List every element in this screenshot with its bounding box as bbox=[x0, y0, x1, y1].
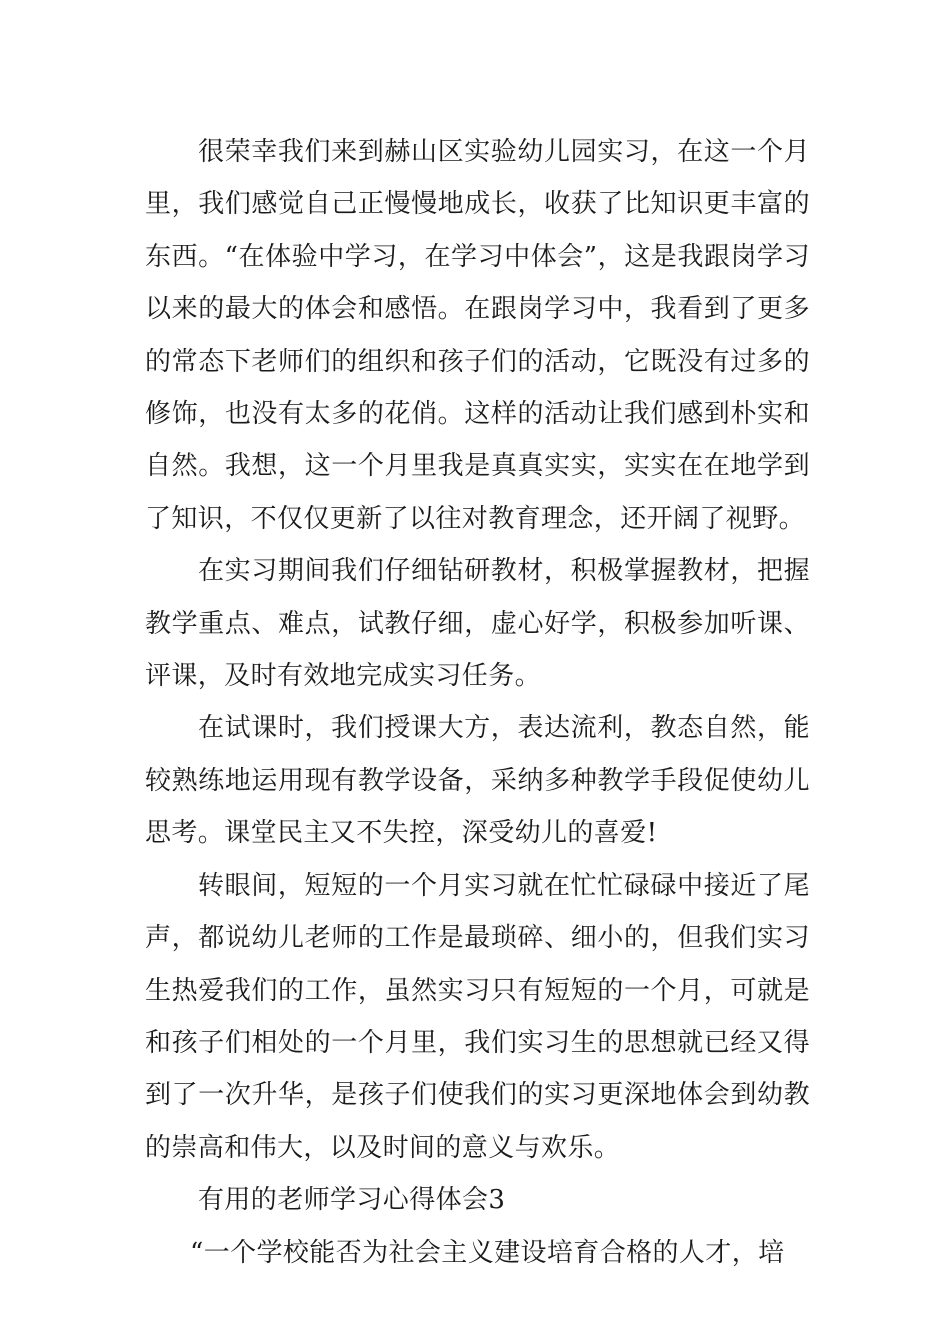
quote-paragraph-start: “一个学校能否为社会主义建设培育合格的人才，培 bbox=[190, 1237, 785, 1268]
paragraph-conclusion: 转眼间，短短的一个月实习就在忙忙碌碌中接近了尾声，都说幼儿老师的工作是最琐碎、细小的，但我们实习生热爱我们的工作，虽然实习只有短短的一个月，可就是和孩子们相处的一个月里，我们实习生的思想就已经又得到了一次升华，是孩子们使我们的实习更深地体会到幼教的崇高和伟大，以及时间的意义与欢乐。 bbox=[145, 870, 810, 1163]
paragraph-internship-reflection: 很荣幸我们来到赫山区实验幼儿园实习，在这一个月里，我们感觉自己正慢慢地成长，收获了比知识更丰富的东西。“在体验中学习，在学习中体会”，这是我跟岗学习以来的最大的体会和感悟。在跟岗学习中，我看到了更多的常态下老师们的组织和孩子们的活动，它既没有过多的修饰，也没有太多的花俏。这样的活动让我们感到朴实和自然。我想，这一个月里我是真真实实，实实在在地学到了知识，不仅仅更新了以往对教育理念，还开阔了视野。 bbox=[145, 137, 810, 534]
section-heading: 有用的老师学习心得体会3 bbox=[198, 1185, 506, 1216]
document-body bbox=[145, 126, 810, 1279]
paragraph-teaching-study: 在实习期间我们仔细钻研教材，积极掌握教材，把握教学重点、难点，试教仔细，虚心好学，积极参加听课、评课，及时有效地完成实习任务。 bbox=[145, 556, 810, 692]
paragraph-trial-lesson: 在试课时，我们授课大方，表达流利，教态自然，能较熟练地运用现有教学设备，采纳多种教学手段促使幼儿思考。课堂民主又不失控，深受幼儿的喜爱! bbox=[145, 713, 810, 849]
